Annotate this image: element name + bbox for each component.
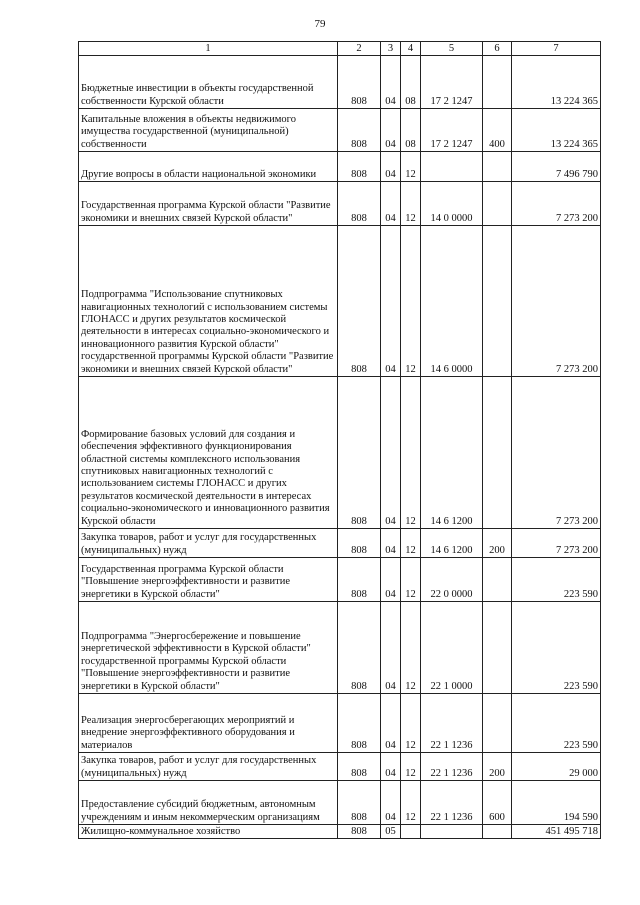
- row-amount: 7 273 200: [512, 529, 601, 558]
- row-target-article: 22 1 1236: [421, 753, 483, 781]
- row-name: Закупка товаров, работ и услуг для государственных (муниципальных) нужд: [79, 753, 338, 781]
- table-row: [79, 182, 601, 226]
- row-target-article: 14 6 0000: [421, 226, 483, 377]
- row-subsection: 12: [401, 152, 421, 182]
- row-section: 04: [381, 558, 401, 602]
- page-number: 79: [314, 18, 326, 30]
- row-expense-type: [483, 558, 512, 602]
- row-amount: 7 496 790: [512, 152, 601, 182]
- table-row: [79, 377, 601, 529]
- header-col-1: 1: [79, 42, 338, 56]
- row-name: Жилищно-коммунальное хозяйство: [79, 825, 338, 839]
- row-section: 04: [381, 56, 401, 109]
- table-row: [79, 226, 601, 377]
- row-admin-code: 808: [338, 377, 381, 529]
- row-name: Формирование базовых условий для создания и обеспечения эффективного функционирования областной системы комплексного использования спутниковых навигационных технологий с использованием системы ГЛОНАСС и других результатов космической деятельности в интересах социально-экономического и инновационного развития Курской области: [79, 377, 338, 529]
- table-row: [79, 602, 601, 694]
- row-target-article: 14 6 1200: [421, 529, 483, 558]
- row-amount: 7 273 200: [512, 377, 601, 529]
- row-expense-type: [483, 56, 512, 109]
- row-expense-type: [483, 226, 512, 377]
- table-row: [79, 781, 601, 825]
- row-admin-code: 808: [338, 529, 381, 558]
- row-admin-code: 808: [338, 753, 381, 781]
- row-amount: 223 590: [512, 558, 601, 602]
- row-section: 04: [381, 694, 401, 753]
- row-expense-type: 400: [483, 109, 512, 152]
- row-subsection: 12: [401, 226, 421, 377]
- row-section: 04: [381, 152, 401, 182]
- row-expense-type: 200: [483, 753, 512, 781]
- row-expense-type: [483, 377, 512, 529]
- header-col-5: 5: [421, 42, 483, 56]
- row-amount: 7 273 200: [512, 226, 601, 377]
- row-amount: 451 495 718: [512, 825, 601, 839]
- row-admin-code: 808: [338, 558, 381, 602]
- row-subsection: 12: [401, 182, 421, 226]
- row-amount: 13 224 365: [512, 109, 601, 152]
- header-col-6: 6: [483, 42, 512, 56]
- row-subsection: [401, 825, 421, 839]
- row-name: Подпрограмма "Использование спутниковых навигационных технологий с использованием системы ГЛОНАСС и других результатов космической деятельности в интересах социально-экономического и инновационного развития Курской области" государственной программы Курской области "Развитие экономики и внешних связей Курской области": [79, 226, 338, 377]
- table-row: [79, 56, 601, 109]
- row-target-article: 17 2 1247: [421, 56, 483, 109]
- row-target-article: 17 2 1247: [421, 109, 483, 152]
- table-header-row: [79, 42, 601, 56]
- row-section: 04: [381, 602, 401, 694]
- header-col-2: 2: [338, 42, 381, 56]
- budget-table: [78, 41, 601, 839]
- row-expense-type: 600: [483, 781, 512, 825]
- row-name: Капитальные вложения в объекты недвижимого имущества государственной (муниципальной) собственности: [79, 109, 338, 152]
- row-amount: 194 590: [512, 781, 601, 825]
- row-section: 04: [381, 781, 401, 825]
- row-admin-code: 808: [338, 602, 381, 694]
- row-target-article: [421, 825, 483, 839]
- row-subsection: 12: [401, 529, 421, 558]
- row-expense-type: [483, 602, 512, 694]
- table-row: [79, 109, 601, 152]
- header-col-3: 3: [381, 42, 401, 56]
- row-subsection: 12: [401, 377, 421, 529]
- row-name: Государственная программа Курской области "Развитие экономики и внешних связей Курской области": [79, 182, 338, 226]
- row-expense-type: [483, 694, 512, 753]
- row-target-article: 22 1 0000: [421, 602, 483, 694]
- table-row: [79, 152, 601, 182]
- row-amount: 7 273 200: [512, 182, 601, 226]
- row-target-article: 14 6 1200: [421, 377, 483, 529]
- row-name: Другие вопросы в области национальной экономики: [79, 152, 338, 182]
- row-amount: 13 224 365: [512, 56, 601, 109]
- row-section: 05: [381, 825, 401, 839]
- row-admin-code: 808: [338, 56, 381, 109]
- row-admin-code: 808: [338, 182, 381, 226]
- header-col-7: 7: [512, 42, 601, 56]
- row-section: 04: [381, 226, 401, 377]
- row-amount: 223 590: [512, 602, 601, 694]
- row-expense-type: [483, 182, 512, 226]
- row-admin-code: 808: [338, 152, 381, 182]
- table-row: [79, 558, 601, 602]
- row-name: Государственная программа Курской области "Повышение энергоэффективности и развитие энергетики в Курской области": [79, 558, 338, 602]
- row-target-article: 22 1 1236: [421, 781, 483, 825]
- row-name: Реализация энергосберегающих мероприятий и внедрение энергоэффективного оборудования и материалов: [79, 694, 338, 753]
- row-section: 04: [381, 529, 401, 558]
- row-name: Предоставление субсидий бюджетным, автономным учреждениям и иным некоммерческим организациям: [79, 781, 338, 825]
- row-subsection: 12: [401, 602, 421, 694]
- row-expense-type: [483, 152, 512, 182]
- table-row: [79, 825, 601, 839]
- row-admin-code: 808: [338, 781, 381, 825]
- row-section: 04: [381, 753, 401, 781]
- row-section: 04: [381, 182, 401, 226]
- row-expense-type: [483, 825, 512, 839]
- row-target-article: 22 1 1236: [421, 694, 483, 753]
- header-col-4: 4: [401, 42, 421, 56]
- row-admin-code: 808: [338, 226, 381, 377]
- row-subsection: 08: [401, 109, 421, 152]
- row-section: 04: [381, 109, 401, 152]
- row-target-article: [421, 152, 483, 182]
- row-expense-type: 200: [483, 529, 512, 558]
- row-subsection: 12: [401, 694, 421, 753]
- row-target-article: 14 0 0000: [421, 182, 483, 226]
- row-subsection: 12: [401, 558, 421, 602]
- row-amount: 29 000: [512, 753, 601, 781]
- table-row: [79, 753, 601, 781]
- row-subsection: 12: [401, 781, 421, 825]
- row-admin-code: 808: [338, 694, 381, 753]
- row-section: 04: [381, 377, 401, 529]
- row-name: Закупка товаров, работ и услуг для государственных (муниципальных) нужд: [79, 529, 338, 558]
- table-row: [79, 529, 601, 558]
- row-subsection: 12: [401, 753, 421, 781]
- row-name: Бюджетные инвестиции в объекты государственной собственности Курской области: [79, 56, 338, 109]
- row-name: Подпрограмма "Энергосбережение и повышение энергетической эффективности в Курской области" государственной программы Курской области "Повышение энергоэффективности и развитие энергетики в Курской области": [79, 602, 338, 694]
- row-target-article: 22 0 0000: [421, 558, 483, 602]
- table-row: [79, 694, 601, 753]
- row-admin-code: 808: [338, 109, 381, 152]
- row-admin-code: 808: [338, 825, 381, 839]
- row-subsection: 08: [401, 56, 421, 109]
- row-amount: 223 590: [512, 694, 601, 753]
